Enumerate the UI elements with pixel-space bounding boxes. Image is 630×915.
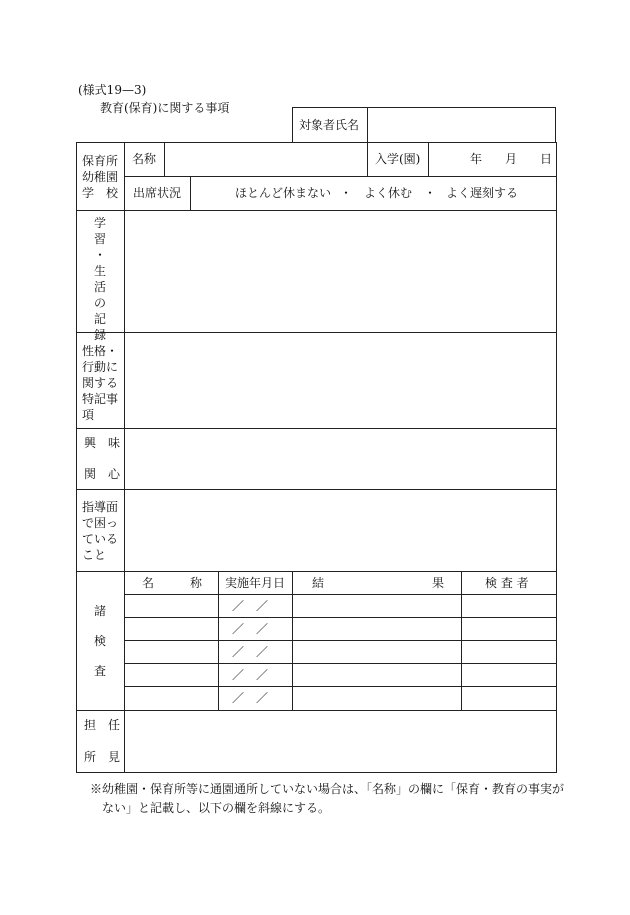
teacher-view-label-1: 担 任 [84, 718, 121, 732]
attendance-separator: ・ [424, 186, 437, 200]
guidance-label: 指導面 で困っ ている こと [82, 500, 119, 562]
attendance-option-rarely-absent[interactable]: ほとんど休まない [235, 186, 332, 200]
personality-area[interactable] [126, 334, 555, 426]
assessment-header-examiner: 検 査 者 [485, 576, 529, 590]
interest-label-1: 興 味 [84, 436, 121, 450]
entry-year: 年 [470, 152, 483, 166]
learning-life-area[interactable] [126, 212, 555, 330]
school-name-label: 名称 [132, 152, 157, 166]
attendance-separator: ・ [340, 186, 353, 200]
interest-area[interactable] [126, 430, 555, 487]
assessment-header-result-1: 結 [312, 576, 325, 590]
assessment-label-3: 査 [94, 664, 107, 678]
attendance-option-often-late[interactable]: よく遅刻する [446, 186, 519, 200]
entry-day: 日 [540, 152, 553, 166]
footnote-line-1: ※幼稚園・保育所等に通園通所していない場合は、「名称」の欄に「保育・教育の事実が [90, 782, 565, 796]
entry-label: 入学(園) [375, 152, 421, 166]
learning-life-label: 学 習 ・ 生 活 の 記 録 [93, 216, 106, 342]
assessment-label-2: 検 [94, 634, 107, 648]
interest-label-2: 関 心 [84, 467, 121, 481]
target-name-field[interactable] [375, 118, 550, 132]
personality-label: 性格・ 行動に 関する 特記事 項 [82, 344, 119, 422]
assessment-header-date: 実施年月日 [225, 576, 286, 590]
assessment-date-cell[interactable]: ／ ／ [232, 599, 269, 613]
assessment-header-result-2: 果 [432, 576, 445, 590]
footnote-line-2: ない」と記載し、以下の欄を斜線にする。 [102, 801, 331, 815]
target-name-label: 対象者氏名 [299, 118, 360, 132]
teacher-view-label-2: 所 見 [84, 750, 121, 764]
assessment-header-name: 名 称 [142, 576, 203, 590]
attendance-label: 出席状況 [133, 186, 182, 200]
assessment-date-cell[interactable]: ／ ／ [232, 668, 269, 682]
form-number: (様式19—3) [78, 83, 147, 97]
teacher-view-area[interactable] [126, 712, 555, 771]
guidance-area[interactable] [126, 491, 555, 569]
form-title: 教育(保育)に関する事項 [100, 101, 230, 115]
assessment-label-1: 諸 [94, 604, 107, 618]
school-type-label: 保育所 幼稚園 学 校 [82, 154, 119, 200]
assessment-date-cell[interactable]: ／ ／ [232, 691, 269, 705]
assessment-date-cell[interactable]: ／ ／ [232, 645, 269, 659]
school-name-field[interactable] [170, 152, 360, 166]
entry-month: 月 [505, 152, 518, 166]
attendance-option-often-absent[interactable]: よく休む [364, 186, 413, 200]
assessment-date-cell[interactable]: ／ ／ [232, 622, 269, 636]
